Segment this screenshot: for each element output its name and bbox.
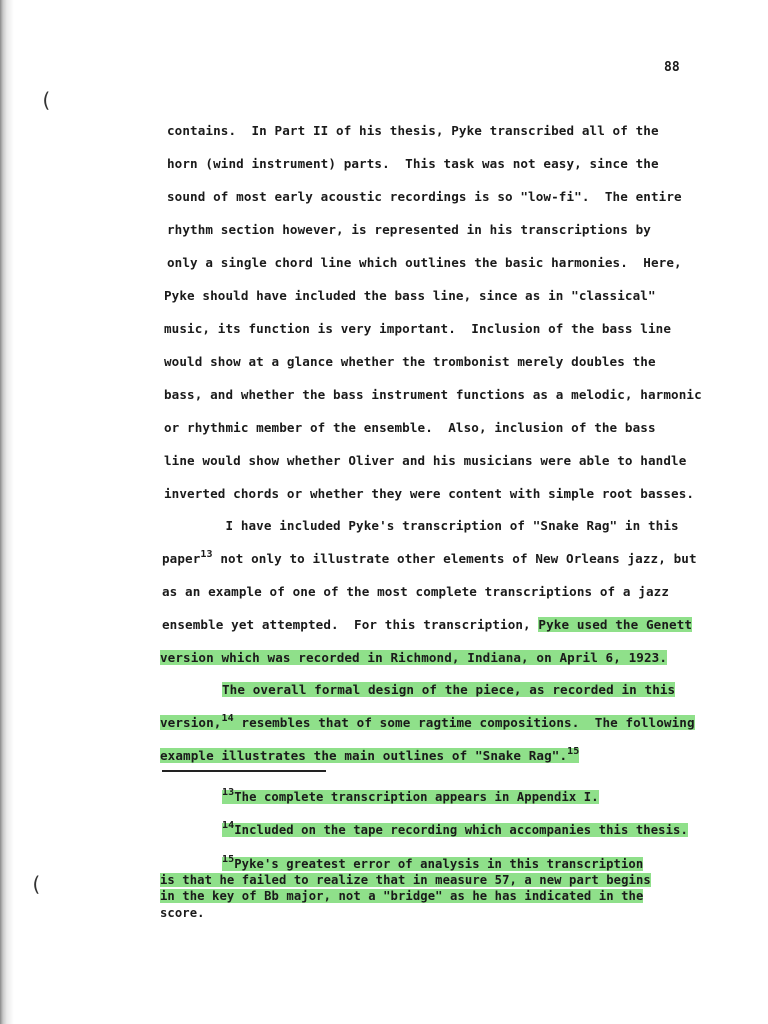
body-line: or rhythmic member of the ensemble. Also, inclusion of the bass (164, 420, 656, 435)
footnote (222, 822, 688, 838)
footnote-separator (162, 770, 326, 772)
footnote (222, 856, 643, 872)
highlighted-text: in the key of Bb major, not a "bridge" as he has indicated in the (160, 889, 644, 903)
footnote-text: Included on the tape recording which accompanies this thesis. (234, 823, 688, 837)
highlighted-text: version which was recorded in Richmond, Indiana, on April 6, 1923. (160, 650, 668, 665)
body-line (160, 715, 695, 731)
footnote-line (160, 888, 643, 904)
body-line: inverted chords or whether they were content with simple root basses. (164, 486, 695, 501)
body-text: resembles that of some ragtime compositions. The following (233, 715, 695, 730)
body-text: ensemble yet attempted. For this transcription, (162, 617, 539, 632)
scan-edge (0, 0, 14, 1024)
highlighted-text (160, 715, 695, 730)
footnote-number: 15 (222, 854, 235, 865)
footnote-number: 13 (222, 787, 235, 798)
body-text: not only to illustrate other elements of New Orleans jazz, but (212, 551, 697, 566)
highlighted-text: is that he failed to realize that in measure 57, a new part begins (160, 873, 651, 887)
body-line: as an example of one of the most complete transcriptions of a jazz (162, 584, 670, 599)
body-line: Pyke should have included the bass line, since as in "classical" (164, 288, 656, 303)
body-line (162, 617, 692, 633)
body-text: example illustrates the main outlines of "Snake Rag". (160, 748, 568, 763)
body-line: I have included Pyke's transcription of "Snake Rag" in this (164, 518, 679, 533)
body-line: contains. In Part II of his thesis, Pyke transcribed all of the (167, 123, 659, 138)
punch-hole-mark: ( (40, 88, 53, 112)
body-line: music, its function is very important. Inclusion of the bass line (164, 321, 672, 336)
footnote-line: score. (160, 906, 205, 920)
highlighted-text (222, 854, 644, 871)
body-text: paper (162, 551, 201, 566)
body-line: would show at a glance whether the trombonist merely doubles the (164, 354, 656, 369)
body-line: horn (wind instrument) parts. This task was not easy, since the (167, 156, 659, 171)
highlighted-text: The overall formal design of the piece, as recorded in this (222, 682, 676, 697)
body-line: bass, and whether the bass instrument functions as a melodic, harmonic (164, 387, 702, 402)
body-line (222, 682, 675, 698)
body-line: rhythm section however, is represented in his transcriptions by (167, 222, 651, 237)
footnote-number: 14 (222, 820, 235, 831)
footnote-text: The complete transcription appears in Appendix I. (234, 790, 599, 804)
body-text: version, (160, 715, 222, 730)
footnote (222, 789, 599, 805)
highlighted-text (222, 787, 599, 804)
highlighted-text (222, 820, 688, 837)
footnote-ref: 14 (221, 713, 234, 724)
footnote-line (160, 872, 651, 888)
body-line (162, 551, 697, 567)
highlighted-text: Pyke used the Genett (538, 617, 693, 632)
highlighted-text (160, 748, 579, 763)
body-line (160, 748, 579, 764)
body-line: only a single chord line which outlines the basic harmonies. Here, (167, 255, 682, 270)
body-line (160, 650, 667, 666)
page-number: 88 (664, 60, 680, 75)
body-line: sound of most early acoustic recordings is so "low-fi". The entire (167, 189, 682, 204)
body-line: line would show whether Oliver and his musicians were able to handle (164, 453, 687, 468)
footnote-text: Pyke's greatest error of analysis in this transcription (234, 857, 644, 871)
punch-hole-mark: ( (30, 872, 43, 896)
footnote-ref: 13 (200, 549, 213, 560)
footnote-ref: 15 (567, 746, 580, 757)
